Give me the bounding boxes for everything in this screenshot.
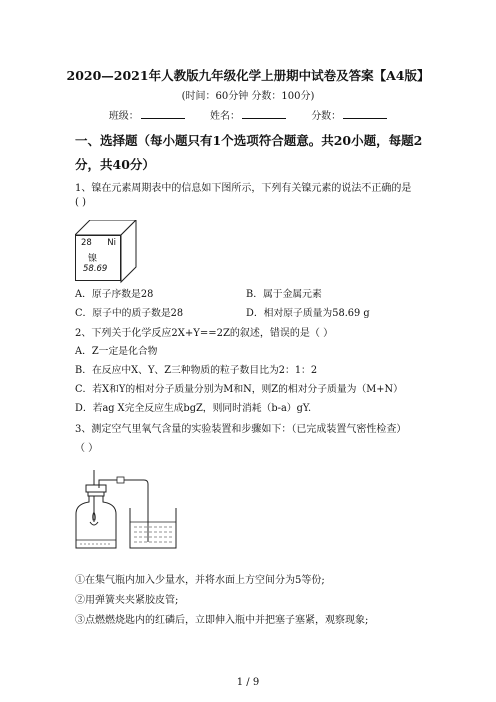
q3-stem: 3、测定空气里氧气含量的实验装置和步骤如下：（已完成装置气密性检查） — [75, 424, 407, 435]
q1-option-a: A．原子序数是28 — [75, 289, 154, 300]
q1-option-b: B．属于金属元素 — [246, 289, 322, 300]
q2-stem: 2、下列关于化学反应2X+Y==2Z的叙述，错误的是（ ） — [75, 328, 334, 339]
section-heading: 一、选择题（每小题只有1个选项符合题意。共20小题，每题2 — [75, 133, 423, 148]
document-title: 2020—2021年人教版九年级化学上册期中试卷及答案【A4版】 — [66, 68, 430, 83]
element-card — [75, 235, 121, 281]
q2-option-c: C．若X和Y的相对分子质量分别为M和N，则Z的相对分子质量为（M+N） — [75, 384, 403, 395]
name-label: 姓名： — [210, 111, 240, 122]
class-label: 班级： — [108, 111, 139, 122]
score-blank — [343, 109, 387, 119]
q2-option-a: A．Z一定是化合物 — [75, 346, 158, 357]
q3-step-1: ①在集气瓶内加入少量水，并将水面上方空间分为5等份; — [75, 575, 325, 586]
atomic-mass: 58.69 — [83, 264, 108, 274]
q1-option-c: C．原子中的质子数是28 — [75, 308, 184, 319]
time-score-line: (时间：60分钟 分数：100分) — [181, 91, 315, 102]
q3-stem-cont: （ ） — [75, 443, 99, 454]
q1-stem-cont: ( ) — [75, 197, 86, 208]
q2-option-b: B．在反应中X、Y、Z三种物质的粒子数目比为2：1：2 — [75, 365, 318, 376]
student-info-line — [0, 107, 496, 122]
apparatus-diagram — [72, 470, 182, 552]
page-number: 1 / 9 — [236, 677, 260, 688]
q1-stem: 1、镍在元素周期表中的信息如下图所示，下列有关镍元素的说法不正确的是 — [75, 183, 412, 194]
name-blank — [242, 109, 286, 119]
q2-option-d: D．若ag X完全反应生成bgZ，则同时消耗（b-a）gY. — [75, 403, 312, 414]
section-heading-cont: 分，共40分） — [75, 157, 155, 172]
class-blank — [141, 109, 185, 119]
q3-step-3: ③点燃燃烧匙内的红磷后，立即伸入瓶中并把塞子塞紧，观察现象; — [75, 615, 369, 626]
element-name: 镍 — [88, 254, 98, 264]
element-symbol: Ni — [107, 238, 116, 248]
q3-step-2: ②用弹簧夹夹紧胶皮管; — [75, 595, 179, 606]
q1-option-d: D．相对原子质量为58.69 g — [246, 308, 370, 319]
score-label: 分数： — [311, 111, 342, 122]
atomic-number: 28 — [81, 238, 92, 248]
